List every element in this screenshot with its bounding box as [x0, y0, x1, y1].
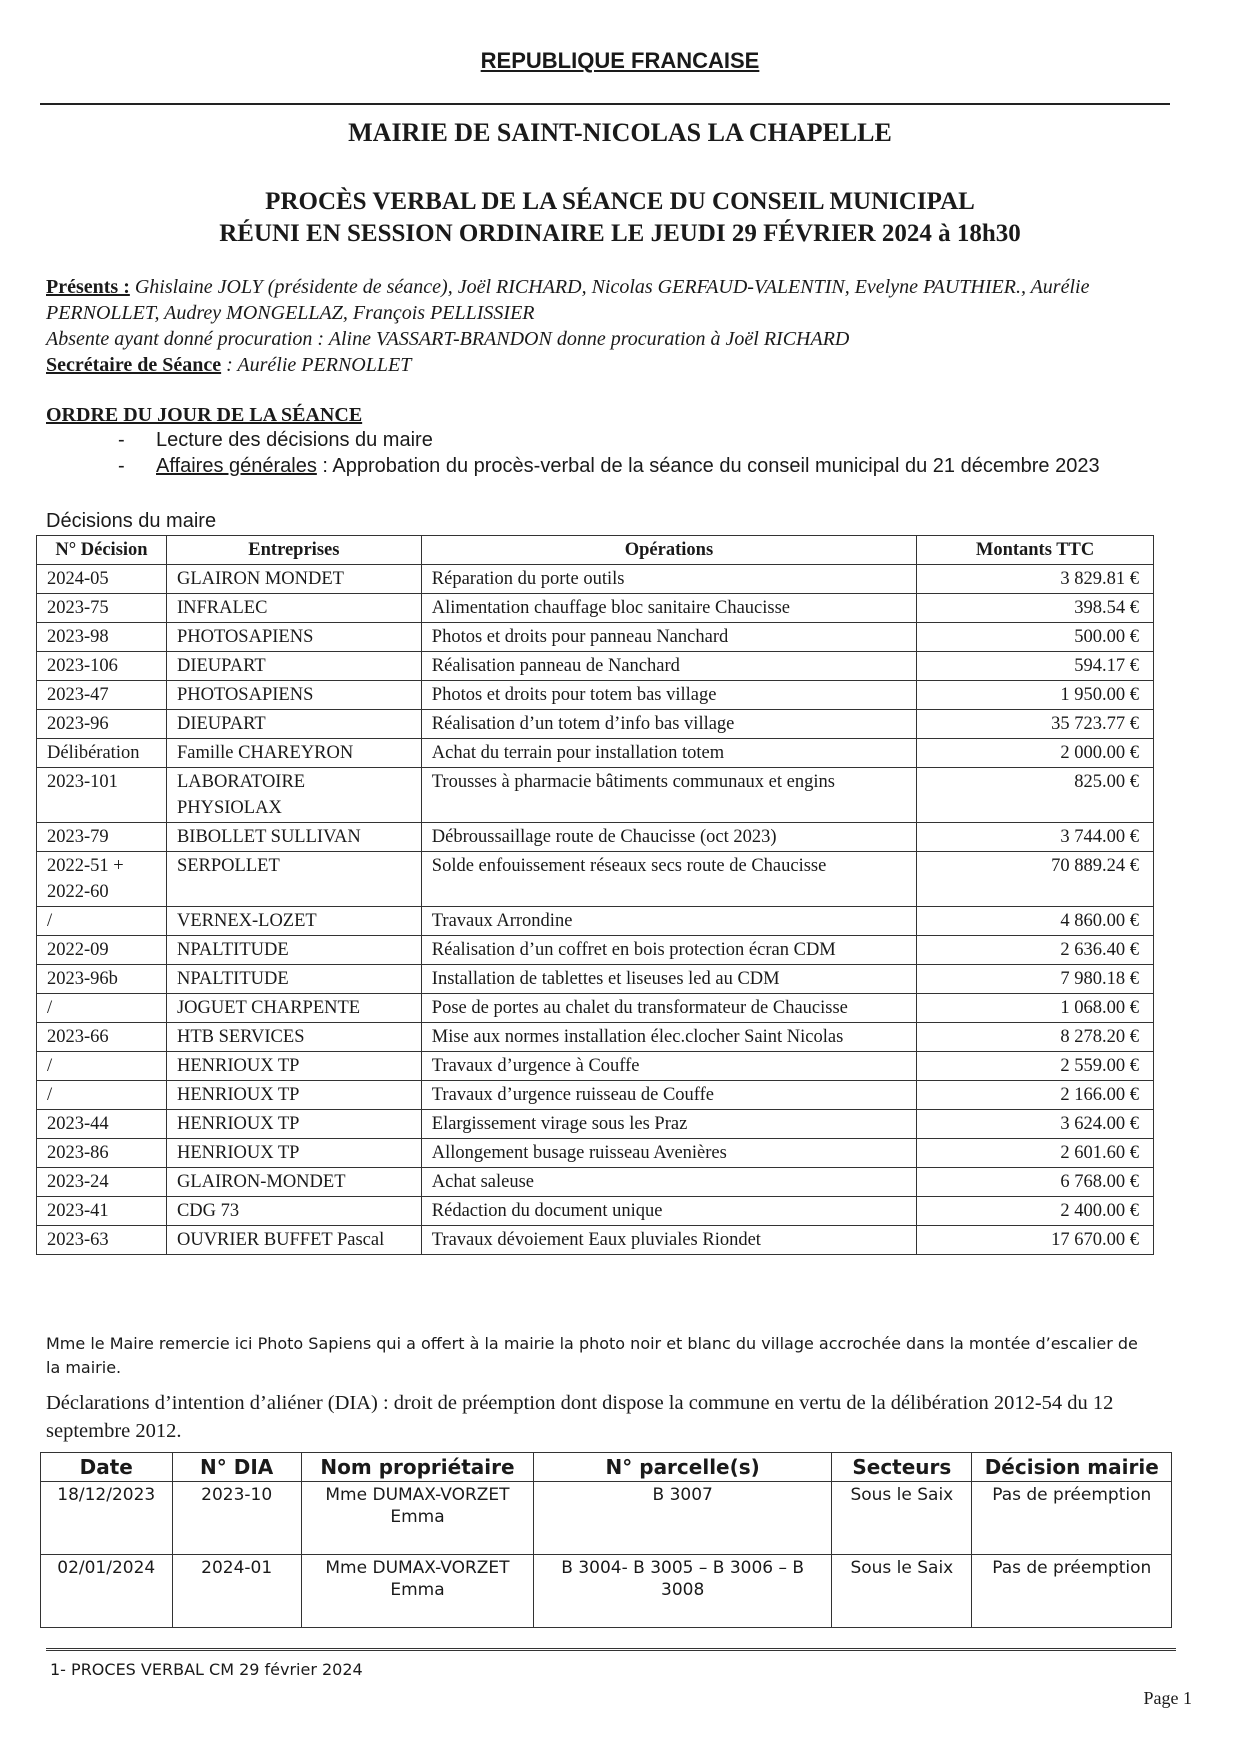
presents-label: Présents :: [46, 276, 130, 298]
entreprise-cell: DIEUPART: [166, 710, 421, 739]
entreprise-cell: PHOTOSAPIENS: [166, 681, 421, 710]
decision-row: [37, 623, 1154, 652]
decision-row: [37, 1110, 1154, 1139]
montant-cell: 2 559.00 €: [917, 1052, 1154, 1081]
decision-row: [37, 1139, 1154, 1168]
montant-cell: 6 768.00 €: [917, 1168, 1154, 1197]
presents-line: [46, 274, 1136, 326]
operation-cell: Réparation du porte outils: [421, 565, 916, 594]
decision-number-cell: 2023-41: [37, 1197, 167, 1226]
title-line-1: PROCÈS VERBAL DE LA SÉANCE DU CONSEIL MUNICIPAL: [265, 188, 975, 215]
operation-cell: Solde enfouissement réseaux secs route de Chaucisse: [421, 852, 916, 907]
montant-cell: 594.17 €: [917, 652, 1154, 681]
dia-row: [41, 1482, 1172, 1555]
operation-cell: Installation de tablettes et liseuses led au CDM: [421, 965, 916, 994]
decision-row: [37, 1052, 1154, 1081]
attendance-block: [46, 274, 1136, 378]
decision-number-cell: 2024-05: [37, 565, 167, 594]
montant-cell: 2 166.00 €: [917, 1081, 1154, 1110]
decision-row: [37, 710, 1154, 739]
remerciement-note: Mme le Maire remercie ici Photo Sapiens qui a offert à la mairie la photo noir et blanc du village accrochée dans la montée d’escalier de la mairie.: [46, 1334, 1138, 1377]
operation-cell: Alimentation chauffage bloc sanitaire Chaucisse: [421, 594, 916, 623]
operation-cell: Mise aux normes installation élec.clocher Saint Nicolas: [421, 1023, 916, 1052]
operation-cell: Travaux d’urgence à Couffe: [421, 1052, 916, 1081]
decisions-body: [37, 565, 1154, 1255]
secretaire-line: [46, 352, 1136, 378]
montant-cell: 2 000.00 €: [917, 739, 1154, 768]
ordre-du-jour: [46, 404, 1146, 479]
montant-cell: 70 889.24 €: [917, 852, 1154, 907]
decision-row: [37, 652, 1154, 681]
dia-body: [41, 1482, 1172, 1628]
entreprise-cell: HTB SERVICES: [166, 1023, 421, 1052]
dia-header-secteurs: Secteurs: [832, 1453, 972, 1482]
header-montants: Montants TTC: [917, 536, 1154, 565]
operation-cell: Travaux Arrondine: [421, 907, 916, 936]
dia-row: [41, 1555, 1172, 1628]
ordre-du-jour-list: [46, 427, 1146, 479]
dia-secteur-cell: Sous le Saix: [832, 1555, 972, 1628]
entreprise-cell: CDG 73: [166, 1197, 421, 1226]
entreprise-cell: NPALTITUDE: [166, 965, 421, 994]
decision-number-cell: 2023-96: [37, 710, 167, 739]
decision-row: [37, 965, 1154, 994]
top-divider: [40, 103, 1170, 105]
decisions-header-row: [37, 536, 1154, 565]
republique-heading: REPUBLIQUE FRANCAISE: [480, 48, 760, 73]
dia-decision-cell: Pas de préemption: [972, 1555, 1172, 1628]
header-entreprises: Entreprises: [166, 536, 421, 565]
decision-number-cell: /: [37, 1052, 167, 1081]
entreprise-cell: PHOTOSAPIENS: [166, 623, 421, 652]
operation-cell: Réalisation panneau de Nanchard: [421, 652, 916, 681]
decisions-table: [36, 535, 1154, 1255]
entreprise-cell: SERPOLLET: [166, 852, 421, 907]
montant-cell: 2 400.00 €: [917, 1197, 1154, 1226]
dia-header-decision: Décision mairie: [972, 1453, 1172, 1482]
decision-number-cell: 2023-86: [37, 1139, 167, 1168]
montant-cell: 2 636.40 €: [917, 936, 1154, 965]
ordre-item-affaires: [46, 453, 1146, 479]
entreprise-cell: HENRIOUX TP: [166, 1139, 421, 1168]
entreprise-cell: HENRIOUX TP: [166, 1110, 421, 1139]
decision-number-cell: 2023-96b: [37, 965, 167, 994]
decision-row: [37, 1168, 1154, 1197]
secretaire-label: Secrétaire de Séance: [46, 354, 222, 376]
operation-cell: Achat saleuse: [421, 1168, 916, 1197]
dia-num-cell: 2024-01: [172, 1555, 301, 1628]
ordre-item-lecture: - Lecture des décisions du maire: [46, 427, 1146, 453]
absente-line: Absente ayant donné procuration : Aline VASSART-BRANDON donne procuration à Joël RICHARD: [46, 328, 850, 350]
dia-proprietaire-cell: Mme DUMAX-VORZET Emma: [301, 1555, 533, 1628]
dia-date-cell: 02/01/2024: [41, 1555, 173, 1628]
montant-cell: 8 278.20 €: [917, 1023, 1154, 1052]
operation-cell: Débroussaillage route de Chaucisse (oct 2023): [421, 823, 916, 852]
entreprise-cell: OUVRIER BUFFET Pascal: [166, 1226, 421, 1255]
entreprise-cell: GLAIRON-MONDET: [166, 1168, 421, 1197]
decision-number-cell: 2023-44: [37, 1110, 167, 1139]
decision-row: [37, 1197, 1154, 1226]
entreprise-cell: JOGUET CHARPENTE: [166, 994, 421, 1023]
dia-header-parcelles: N° parcelle(s): [534, 1453, 832, 1482]
decision-number-cell: 2023-63: [37, 1226, 167, 1255]
entreprise-cell: LABORATOIRE PHYSIOLAX: [166, 768, 421, 823]
decision-number-cell: 2023-106: [37, 652, 167, 681]
decision-number-cell: 2023-66: [37, 1023, 167, 1052]
decision-number-cell: 2023-98: [37, 623, 167, 652]
decision-row: [37, 739, 1154, 768]
decision-number-cell: /: [37, 994, 167, 1023]
footer-document-ref: 1- PROCES VERBAL CM 29 février 2024: [50, 1660, 363, 1679]
operation-cell: Réalisation d’un totem d’info bas village: [421, 710, 916, 739]
montant-cell: 17 670.00 €: [917, 1226, 1154, 1255]
dia-header-date: Date: [41, 1453, 173, 1482]
secretaire-text: : Aurélie PERNOLLET: [221, 354, 412, 376]
dia-date-cell: 18/12/2023: [41, 1482, 173, 1555]
montant-cell: 4 860.00 €: [917, 907, 1154, 936]
decision-row: [37, 565, 1154, 594]
montant-cell: 1 950.00 €: [917, 681, 1154, 710]
dia-secteur-cell: Sous le Saix: [832, 1482, 972, 1555]
decision-row: [37, 1081, 1154, 1110]
title-line-2: RÉUNI EN SESSION ORDINAIRE LE JEUDI 29 FÉVRIER 2024 à 18h30: [219, 220, 1021, 247]
decision-row: [37, 594, 1154, 623]
dia-proprietaire-cell: Mme DUMAX-VORZET Emma: [301, 1482, 533, 1555]
montant-cell: 7 980.18 €: [917, 965, 1154, 994]
montant-cell: 2 601.60 €: [917, 1139, 1154, 1168]
decision-number-cell: /: [37, 907, 167, 936]
entreprise-cell: HENRIOUX TP: [166, 1081, 421, 1110]
dia-table: [40, 1452, 1172, 1628]
decision-row: [37, 994, 1154, 1023]
montant-cell: 1 068.00 €: [917, 994, 1154, 1023]
dia-decision-cell: Pas de préemption: [972, 1482, 1172, 1555]
decisions-du-maire-label: Décisions du maire: [46, 510, 217, 532]
decision-row: [37, 852, 1154, 907]
montant-cell: 3 744.00 €: [917, 823, 1154, 852]
header-decision: N° Décision: [37, 536, 167, 565]
decision-number-cell: 2023-24: [37, 1168, 167, 1197]
decision-row: [37, 907, 1154, 936]
montant-cell: 398.54 €: [917, 594, 1154, 623]
entreprise-cell: NPALTITUDE: [166, 936, 421, 965]
presents-text: Ghislaine JOLY (présidente de séance), Joël RICHARD, Nicolas GERFAUD-VALENTIN, Evelyne PAUTHIER., Aurélie PERNOLLET, Audrey MONGELLAZ, François PELLISSIER: [46, 276, 1090, 324]
decision-row: [37, 681, 1154, 710]
montant-cell: 825.00 €: [917, 768, 1154, 823]
decision-row: [37, 1023, 1154, 1052]
dia-header-proprietaire: Nom propriétaire: [301, 1453, 533, 1482]
dia-parcelles-cell: B 3007: [534, 1482, 832, 1555]
entreprise-cell: HENRIOUX TP: [166, 1052, 421, 1081]
operation-cell: Travaux dévoiement Eaux pluviales Riondet: [421, 1226, 916, 1255]
entreprise-cell: Famille CHAREYRON: [166, 739, 421, 768]
dia-parcelles-cell: B 3004- B 3005 – B 3006 – B 3008: [534, 1555, 832, 1628]
decision-row: [37, 936, 1154, 965]
operation-cell: Photos et droits pour totem bas village: [421, 681, 916, 710]
footer-divider: [46, 1648, 1176, 1651]
decision-row: [37, 1226, 1154, 1255]
affaires-generales-label: Affaires générales: [156, 455, 317, 477]
decision-number-cell: 2022-51 + 2022-60: [37, 852, 167, 907]
operation-cell: Elargissement virage sous les Praz: [421, 1110, 916, 1139]
operation-cell: Réalisation d’un coffret en bois protection écran CDM: [421, 936, 916, 965]
operation-cell: Achat du terrain pour installation totem: [421, 739, 916, 768]
affaires-generales-text: : Approbation du procès-verbal de la séance du conseil municipal du 21 décembre 2023: [316, 455, 1100, 477]
dia-header-num: N° DIA: [172, 1453, 301, 1482]
header-operations: Opérations: [421, 536, 916, 565]
decision-row: [37, 823, 1154, 852]
operation-cell: Travaux d’urgence ruisseau de Couffe: [421, 1081, 916, 1110]
dia-num-cell: 2023-10: [172, 1482, 301, 1555]
dia-header-row: [41, 1453, 1172, 1482]
decision-row: [37, 768, 1154, 823]
decision-number-cell: 2023-75: [37, 594, 167, 623]
mairie-heading: MAIRIE DE SAINT-NICOLAS LA CHAPELLE: [348, 118, 892, 147]
montant-cell: 500.00 €: [917, 623, 1154, 652]
montant-cell: 35 723.77 €: [917, 710, 1154, 739]
entreprise-cell: VERNEX-LOZET: [166, 907, 421, 936]
dia-intro: Déclarations d’intention d’aliéner (DIA) : droit de préemption dont dispose la commune en vertu de la délibération 2012-54 du 12 septembre 2012.: [46, 1392, 1114, 1442]
decision-number-cell: 2023-79: [37, 823, 167, 852]
entreprise-cell: INFRALEC: [166, 594, 421, 623]
decision-number-cell: 2022-09: [37, 936, 167, 965]
proces-verbal-title: [0, 186, 1240, 250]
ordre-du-jour-title: ORDRE DU JOUR DE LA SÉANCE: [46, 404, 363, 426]
decision-number-cell: 2023-101: [37, 768, 167, 823]
operation-cell: Trousses à pharmacie bâtiments communaux et engins: [421, 768, 916, 823]
entreprise-cell: GLAIRON MONDET: [166, 565, 421, 594]
montant-cell: 3 624.00 €: [917, 1110, 1154, 1139]
operation-cell: Pose de portes au chalet du transformateur de Chaucisse: [421, 994, 916, 1023]
operation-cell: Photos et droits pour panneau Nanchard: [421, 623, 916, 652]
decision-number-cell: /: [37, 1081, 167, 1110]
montant-cell: 3 829.81 €: [917, 565, 1154, 594]
operation-cell: Rédaction du document unique: [421, 1197, 916, 1226]
decision-number-cell: Délibération: [37, 739, 167, 768]
operation-cell: Allongement busage ruisseau Avenières: [421, 1139, 916, 1168]
entreprise-cell: DIEUPART: [166, 652, 421, 681]
entreprise-cell: BIBOLLET SULLIVAN: [166, 823, 421, 852]
footer-page-number: Page 1: [1143, 1688, 1192, 1708]
decision-number-cell: 2023-47: [37, 681, 167, 710]
